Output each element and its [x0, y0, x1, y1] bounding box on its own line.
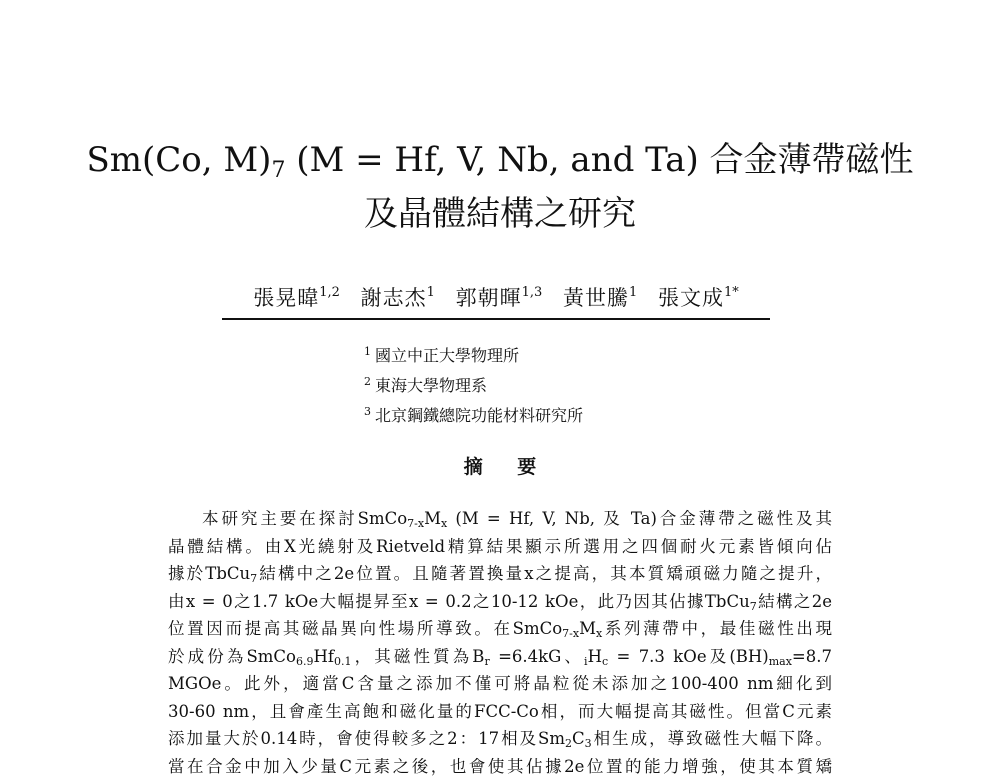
- affiliation-number: 3: [364, 405, 371, 418]
- author-affiliation-mark: 1: [427, 285, 435, 300]
- affiliation-3: [364, 399, 784, 429]
- author-affiliation-mark: 1,2: [319, 285, 340, 300]
- title-subscript-7: 7: [271, 158, 285, 183]
- subscript: max: [769, 655, 792, 668]
- abstract-line-5: 位置因而提高其磁晶異向性場所導致。在$SmCo_{7-x}M_x$系列薄帶中，最佳磁性出現: [168, 615, 832, 643]
- subscript: 7-x: [407, 517, 424, 530]
- author-3: [456, 282, 543, 312]
- author-name: 謝志杰: [361, 286, 427, 310]
- author-2: [361, 282, 435, 312]
- subscript: c: [602, 655, 608, 668]
- author-name: 黃世騰: [563, 286, 629, 310]
- affiliation-text: 東海大學物理系: [375, 376, 487, 395]
- abstract-line-4: 由x = 0之1.7 kOe大幅提昇至x = 0.2之10-12 kOe，此乃因其佔據TbCu$_7$結構之2e: [168, 588, 832, 616]
- subscript: 6.9: [296, 655, 314, 668]
- abstract-line-10: 當在合金中加入少量C元素之後，也會使其佔據2e位置的能力增強，使其本質矯: [168, 753, 832, 780]
- paper-title-line-1-rest: (M = Hf, V, Nb, and Ta) 合金薄帶磁性: [285, 140, 913, 180]
- author-4: [563, 282, 637, 312]
- subscript: x: [596, 627, 602, 640]
- subscript: x: [441, 517, 447, 530]
- author-name: 張晃暐: [253, 286, 319, 310]
- affiliation-number: 1: [364, 345, 371, 358]
- author-list: [222, 282, 770, 320]
- abstract-line-2: 晶體結構。由X光繞射及Rietveld精算結果顯示所選用之四個耐火元素皆傾向佔: [168, 533, 832, 561]
- author-affiliation-mark: 1,3: [522, 285, 543, 300]
- affiliation-2: [364, 369, 784, 399]
- affiliation-number: 2: [364, 375, 371, 388]
- affiliation-list: [364, 339, 784, 429]
- affiliation-text: 北京鋼鐵總院功能材料研究所: [375, 406, 583, 425]
- abstract-line-8: 30-60 nm，且會產生高飽和磁化量的FCC-Co相，而大幅提高其磁性。但當C元素: [168, 698, 832, 726]
- abstract-line-7: MGOe。此外，適當C含量之添加不僅可將晶粒從未添加之100-400 nm細化到: [168, 670, 832, 698]
- affiliation-text: 國立中正大學物理所: [375, 346, 519, 365]
- abstract-body: [168, 505, 832, 780]
- author-affiliation-mark: 1: [629, 285, 637, 300]
- abstract-heading: 摘 要: [0, 452, 1000, 479]
- abstract-line-3: 據於TbCu$_7$結構中之2e位置。且隨著置換量x之提高，其本質矯頑磁力隨之提升，: [168, 560, 832, 588]
- subscript: 2: [565, 737, 572, 750]
- abstract-line-1: 本研究主要在探討$SmCo_{7-x}M_x$ (M = Hf, V, Nb, 及 Ta)合金薄帶之磁性及其: [168, 505, 832, 533]
- subscript: 7: [750, 600, 757, 613]
- subscript: 0.1: [334, 655, 352, 668]
- paper-title-line-2: 及晶體結構之研究: [80, 197, 920, 231]
- paper-title-line-1: Sm(Co, $M)_7$ (M = Hf, V, Nb, and Ta) 合金薄帶磁性: [80, 143, 920, 182]
- subscript: r: [484, 655, 489, 668]
- author-name: 張文成: [658, 286, 724, 310]
- abstract-line-6: 於成份為$SmCo_{6.9}Hf_{0.1}$，其磁性質為$B_r =6.4kG$、$_iH_c = 7.3$ kOe及$(BH)_{max}=8.7$: [168, 643, 832, 671]
- abstract-line-9: 添加量大於0.14時，會使得較多之2：17相及$Sm_2C_3$相生成，導致磁性大幅下降。: [168, 725, 832, 753]
- author-1: [253, 282, 340, 312]
- author-5: [658, 282, 739, 312]
- subscript: 3: [585, 737, 592, 750]
- author-affiliation-mark: 1*: [724, 285, 739, 300]
- subscript: 7: [250, 572, 257, 585]
- affiliation-1: [364, 339, 784, 369]
- subscript: i: [584, 655, 588, 668]
- author-name: 郭朝暉: [456, 286, 522, 310]
- subscript: 7-x: [562, 627, 579, 640]
